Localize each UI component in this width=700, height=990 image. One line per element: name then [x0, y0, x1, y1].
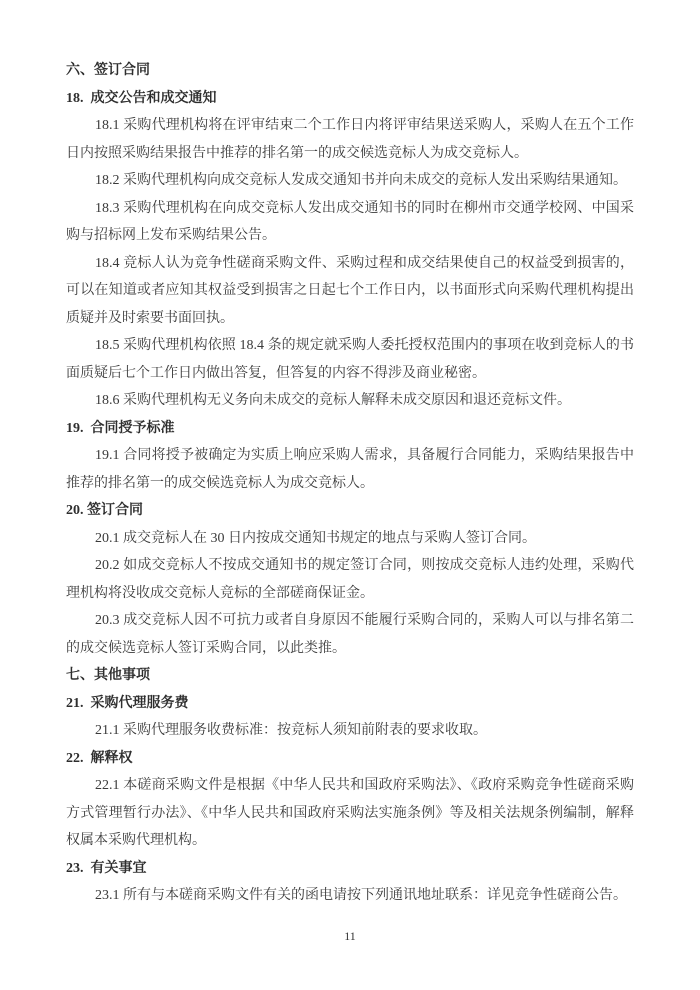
paragraph-18-2: 18.2 采购代理机构向成交竞标人发成交通知书并向未成交的竞标人发出采购结果通知。 — [95, 173, 627, 188]
clause-heading-18: 18. 成交公告和成交通知 — [66, 90, 217, 106]
document-body — [66, 57, 634, 910]
clause-heading-20: 20. 签订合同 — [66, 503, 143, 518]
paragraph-18-5: 18.5 采购代理机构依照 18.4 条的规定就采购人委托授权范围内的事项在收到竞标人的书面质疑后七个工作日内做出答复，但答复的内容不得涉及商业秘密。 — [66, 338, 634, 381]
paragraph-20-1: 20.1 成交竞标人在 30 日内按成交通知书规定的地点与采购人签订合同。 — [95, 530, 536, 546]
paragraph-22-1: 22.1 本磋商采购文件是根据《中华人民共和国政府采购法》、《政府采购竞争性磋商采购方式管理暂行办法》、《中华人民共和国政府采购法实施条例》等及相关法规条例编制，解释权属本采购代理机构。 — [66, 778, 634, 848]
paragraph-18-6: 18.6 采购代理机构无义务向未成交的竞标人解释未成交原因和退还竞标文件。 — [95, 393, 571, 408]
paragraph-18-3: 18.3 采购代理机构在向成交竞标人发出成交通知书的同时在柳州市交通学校网、中国采购与招标网上发布采购结果公告。 — [66, 200, 634, 243]
clause-heading-19: 19. 合同授予标准 — [66, 420, 175, 436]
paragraph-23-1: 23.1 所有与本磋商采购文件有关的函电请按下列通讯地址联系：详见竞争性磋商公告。 — [95, 888, 627, 903]
clause-heading-21: 21. 采购代理服务费 — [66, 695, 189, 711]
section-heading-other-matters: 七、其他事项 — [66, 668, 150, 683]
paragraph-20-3: 20.3 成交竞标人因不可抗力或者自身原因不能履行采购合同的，采购人可以与排名第二的成交候选竞标人签订采购合同，以此类推。 — [66, 613, 634, 656]
section-heading-sign-contract: 六、签订合同 — [66, 63, 150, 78]
clause-heading-22: 22. 解释权 — [66, 750, 133, 766]
clause-heading-23: 23. 有关事宜 — [66, 860, 147, 876]
page-number: 11 — [344, 929, 356, 943]
paragraph-21-1: 21.1 采购代理服务收费标准：按竞标人须知前附表的要求收取。 — [95, 723, 487, 738]
paragraph-19-1: 19.1 合同将授予被确定为实质上响应采购人需求，具备履行合同能力，采购结果报告中推荐的排名第一的成交候选竞标人为成交竞标人。 — [66, 448, 634, 491]
paragraph-18-4: 18.4 竞标人认为竞争性磋商采购文件、采购过程和成交结果使自己的权益受到损害的，可以在知道或者应知其权益受到损害之日起七个工作日内，以书面形式向采购代理机构提出质疑并及时索要书面回执。 — [66, 255, 634, 326]
paragraph-18-1: 18.1 采购代理机构将在评审结束二个工作日内将评审结果送采购人，采购人在五个工作日内按照采购结果报告中推荐的排名第一的成交候选竞标人为成交竞标人。 — [66, 118, 634, 161]
paragraph-20-2: 20.2 如成交竞标人不按成交通知书的规定签订合同，则按成交竞标人违约处理，采购代理机构将没收成交竞标人竞标的全部磋商保证金。 — [66, 558, 634, 601]
